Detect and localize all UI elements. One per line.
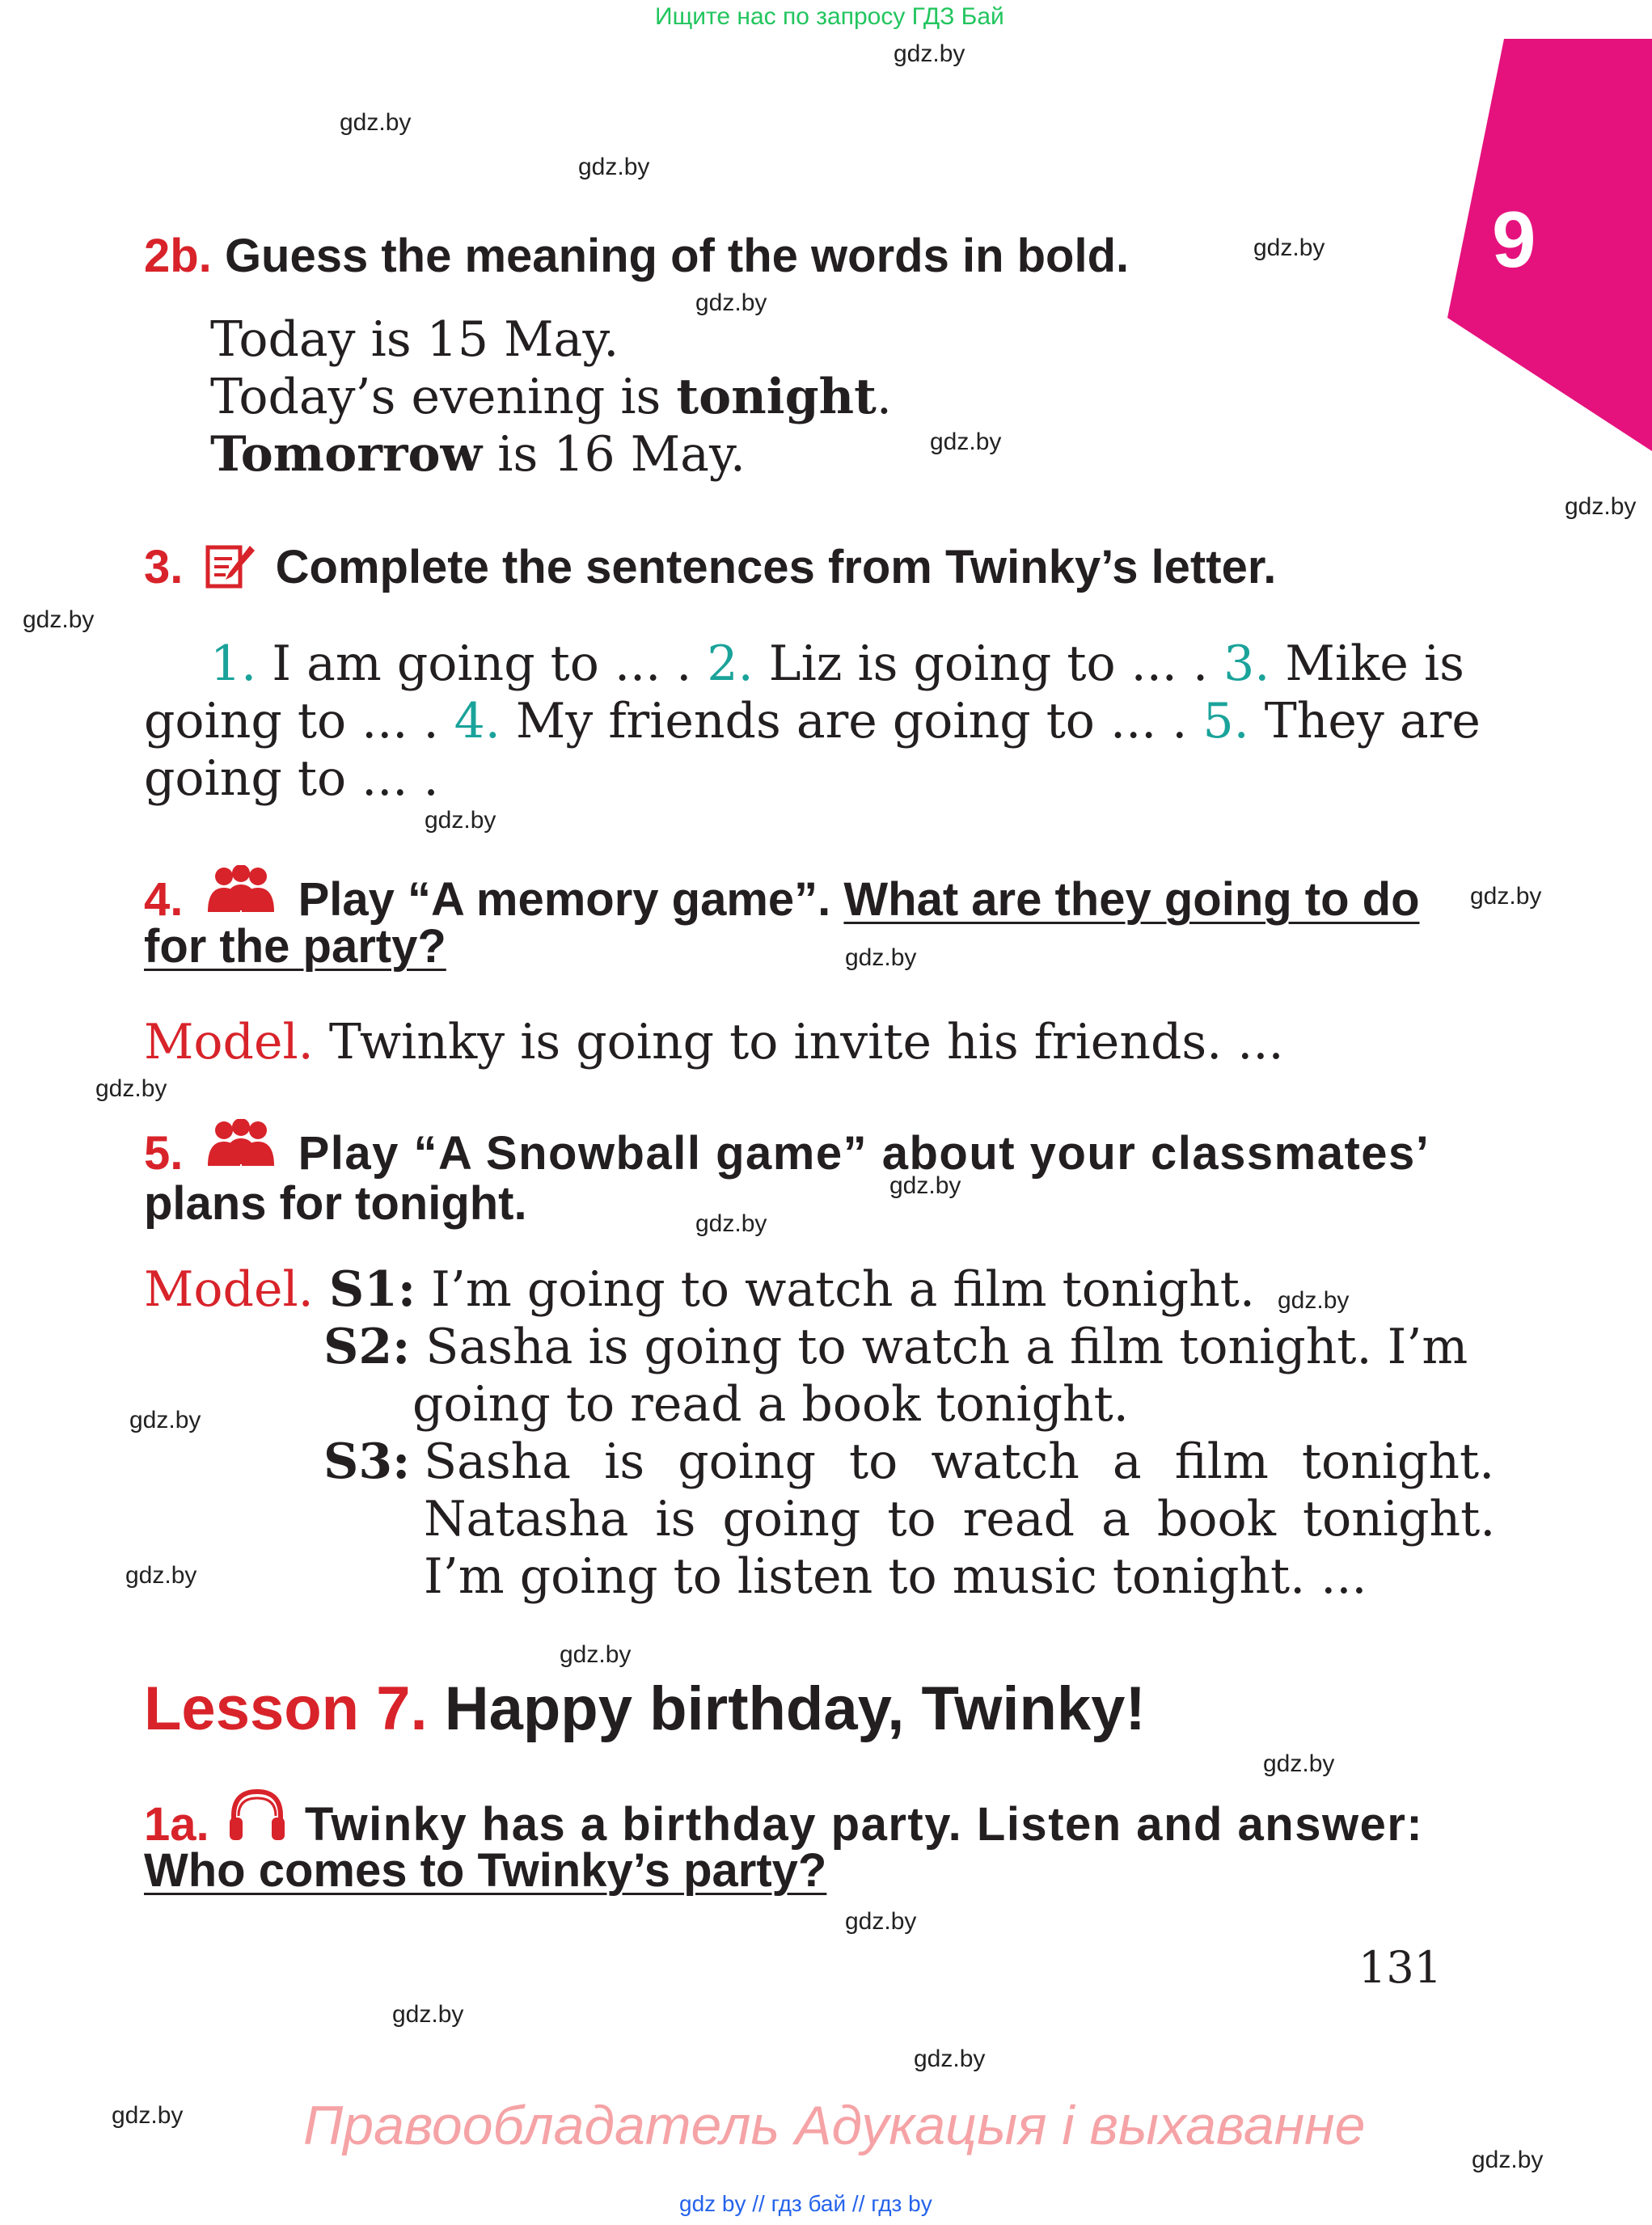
exercise-title: plans for tonight. <box>144 1177 527 1230</box>
watermark: gdz.by <box>1263 1750 1335 1777</box>
watermark: gdz.by <box>1565 493 1637 520</box>
watermark: gdz.by <box>425 807 496 834</box>
line-text: . <box>876 369 892 425</box>
watermark: gdz.by <box>1472 2147 1544 2173</box>
watermark: gdz.by <box>845 944 917 971</box>
line-text: Mike is <box>1270 635 1464 692</box>
exercise-title: Play “A Snowball game” about your classmates’ <box>298 1127 1430 1180</box>
exercise-number: 2b. <box>144 230 212 282</box>
speaker-label: S3: <box>323 1433 411 1490</box>
line-text: Liz is going to ... . <box>753 635 1224 692</box>
watermark: gdz.by <box>560 1641 632 1668</box>
speaker-label: S1: <box>328 1261 416 1318</box>
exercise-question: Who comes to Twinky’s party? <box>144 1844 827 1897</box>
item-number: 2. <box>707 635 754 692</box>
watermark: gdz.by <box>695 289 767 316</box>
bottom-links[interactable]: gdz by // гдз бай // гдз by <box>679 2191 932 2216</box>
line-text: I’m going to watch a film tonight. <box>416 1261 1255 1318</box>
ex2b-line <box>210 311 619 368</box>
ex3-line <box>144 693 1481 749</box>
top-search-note: Ищите нас по запросу ГДЗ Бай <box>655 3 1004 30</box>
ex5-model-line: I’m going to listen to music tonight. ... <box>424 1548 1367 1605</box>
lesson-heading <box>144 1674 1146 1744</box>
ex2b-line <box>210 369 892 425</box>
watermark: gdz.by <box>578 154 650 180</box>
ex5-model-line <box>144 1261 1255 1318</box>
exercise-number: 4. <box>144 873 184 926</box>
exercise-2b-heading <box>144 229 1129 283</box>
watermark: gdz.by <box>112 2102 184 2129</box>
ex5-model-line: Sasha is going to watch a film tonight. <box>424 1433 1495 1490</box>
copyright-footer: Правообладатель Адукацыя і выхаванне <box>303 2095 1366 2156</box>
headphones-icon <box>227 1787 287 1843</box>
line-text: I am going to ... . <box>256 635 708 692</box>
page-number: 131 <box>1358 1942 1443 1993</box>
item-number: 5. <box>1202 693 1249 749</box>
watermark: gdz.by <box>914 2046 986 2072</box>
watermark: gdz.by <box>1278 1287 1350 1314</box>
chapter-tab-shape <box>1447 39 1652 451</box>
group-icon <box>205 865 277 915</box>
watermark: gdz.by <box>392 2001 464 2028</box>
ex3-line <box>210 635 1464 692</box>
model-label: Model. <box>144 1014 314 1070</box>
chapter-tab <box>1447 39 1652 459</box>
bold-word: tonight <box>676 369 877 425</box>
watermark: gdz.by <box>23 606 95 633</box>
bold-word: Tomorrow <box>210 426 483 483</box>
exercise-title: Guess the meaning of the words in bold. <box>224 230 1130 282</box>
watermark: gdz.by <box>340 109 412 136</box>
exercise-title: Twinky has a birthday party. Listen and answer: <box>304 1798 1424 1851</box>
item-number: 1. <box>210 635 257 692</box>
watermark: gdz.by <box>129 1407 201 1433</box>
exercise-4-heading <box>144 865 1420 927</box>
line-text: My friends are going to ... . <box>500 693 1203 749</box>
line-text: They are <box>1249 693 1481 749</box>
exercise-question: for the party? <box>144 920 446 973</box>
line-text: is 16 May. <box>482 426 746 483</box>
chapter-number: 9 <box>1492 195 1536 284</box>
exercise-number: 3. <box>144 541 184 593</box>
line-text: Today’s evening is <box>210 369 677 425</box>
watermark: gdz.by <box>95 1075 167 1102</box>
exercise-3-heading <box>144 540 1276 594</box>
line-text: Sasha is going to watch a film tonight. I’m <box>410 1319 1468 1375</box>
ex4-model <box>144 1014 1284 1070</box>
item-number: 4. <box>454 693 501 749</box>
watermark: gdz.by <box>845 1908 917 1935</box>
exercise-number: 1a. <box>144 1798 209 1851</box>
exercise-title: Complete the sentences from Twinky’s letter. <box>275 541 1277 593</box>
ex3-line <box>144 750 439 807</box>
exercise-5-heading <box>144 1119 1430 1180</box>
ex5-model-line <box>323 1319 1468 1375</box>
exercise-title: Play “A memory game”. <box>298 873 844 926</box>
watermark: gdz.by <box>125 1562 197 1589</box>
line-text: going to ... . <box>144 750 439 807</box>
item-number: 3. <box>1223 635 1270 692</box>
watermark: gdz.by <box>894 40 965 67</box>
group-icon <box>205 1119 277 1169</box>
lesson-title: Happy birthday, Twinky! <box>427 1674 1146 1743</box>
model-label: Model. <box>144 1261 314 1318</box>
exercise-question: What are they going to do <box>843 873 1420 926</box>
line-text: going to ... . <box>144 693 454 749</box>
watermark: gdz.by <box>695 1210 767 1237</box>
ex5-model-line <box>323 1433 410 1490</box>
ex5-model-line: going to read a book tonight. <box>412 1376 1129 1433</box>
writing-icon <box>205 543 256 589</box>
line-text: Today is 15 May. <box>210 311 619 368</box>
watermark: gdz.by <box>889 1172 961 1199</box>
exercise-number: 5. <box>144 1127 184 1180</box>
watermark: gdz.by <box>930 429 1002 455</box>
exercise-1a-heading <box>144 1787 1423 1851</box>
speaker-label: S2: <box>323 1319 411 1375</box>
watermark: gdz.by <box>1253 234 1325 261</box>
ex5-model-line: Natasha is going to read a book tonight. <box>424 1491 1496 1547</box>
line-text: Twinky is going to invite his friends. ... <box>313 1014 1284 1070</box>
lesson-label: Lesson 7. <box>144 1674 428 1743</box>
ex2b-line <box>210 426 746 483</box>
watermark: gdz.by <box>1470 883 1542 910</box>
